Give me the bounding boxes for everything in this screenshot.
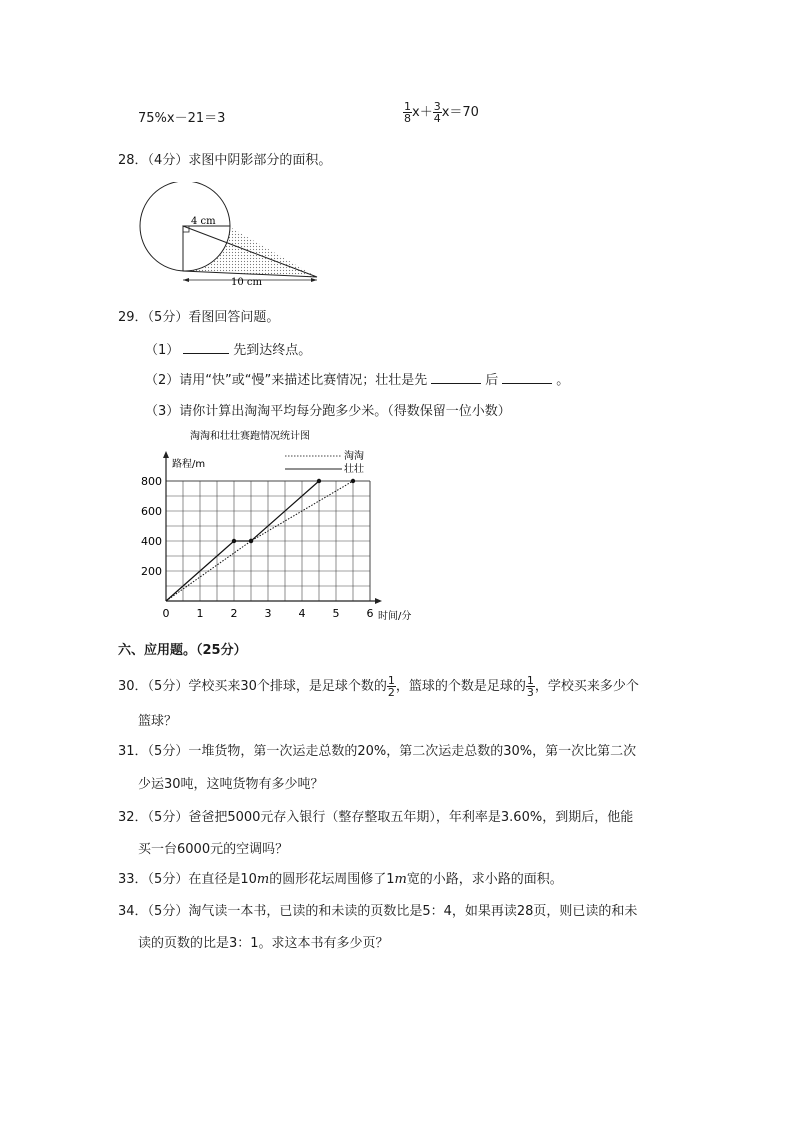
answer-blank[interactable] [431,371,481,384]
fraction-one-third: $\frac{1}{3}$ [526,674,534,699]
y-tick-label: 600 [141,505,162,518]
question-30-line-2: 篮球？ [138,714,178,729]
x-tick-label: 4 [298,607,306,620]
x-tick-label: 2 [230,607,238,620]
section-6-title: 六、应用题。（25分） [118,643,247,658]
fraction-one-eighth: $\frac{1}{8}$ [404,100,411,125]
x-tick-label: 3 [264,607,272,620]
x-tick-label: 5 [332,607,340,620]
fraction-one-half: $\frac{1}{2}$ [387,674,395,699]
data-point [249,539,253,543]
x-tick-label: 0 [162,607,170,620]
data-point [317,479,321,483]
x-axis-arrow [375,598,382,604]
equation-2: $\frac{1}{8}$ x＋ $\frac{3}{4}$ x＝70 [404,100,479,125]
question-32-line-2: 买一台6000元的空调吗？ [138,842,289,857]
base-label: 10 cm [231,277,262,288]
answer-blank[interactable] [183,341,229,354]
x-tick-label: 1 [196,607,204,620]
question-31-line-2: 少运30吨，这吨货物有多少吨？ [138,777,324,792]
question-29-part-2: （2）请用“快”或“慢”来描述比赛情况；壮壮是先 后 。 [145,373,570,388]
question-31-line-1: 31．（5分）一堆货物，第一次运走总数的20%，第二次运走总数的30%，第一次比第二次 [118,744,637,759]
x-axis-label: 时间/分 [378,611,412,622]
data-point [351,479,355,483]
question-29-part-1: （1） 先到达终点。 [145,343,312,358]
legend-label-zhuangzhuang: 壮壮 [344,464,364,475]
y-tick-label: 400 [141,535,162,548]
question-30-line-1: 30．（5分）学校买来30个排球，是足球个数的 $\frac{1}{2}$ ，篮球的个数是足球的 $\frac{1}{3}$ ，学校买来多少个 [118,674,639,699]
legend-label-taotao: 淘淘 [344,451,364,462]
question-32-line-1: 32．（5分）爸爸把5000元存入银行（整存整取五年期），年利率是3.60%，到期后，他能 [118,810,634,825]
question-29: 29．（5分）看图回答问题。 [118,310,280,325]
equation-1: 75%x－21＝3 [138,111,226,126]
race-line-chart [130,425,430,625]
question-28: 28．（4分）求图中阴影部分的面积。 [118,153,332,168]
data-point [232,539,236,543]
y-tick-label: 200 [141,565,162,578]
answer-blank[interactable] [502,371,552,384]
y-axis-label: 路程/m [172,459,206,470]
x-tick-label: 6 [366,607,374,620]
y-axis-arrow [163,451,169,458]
radius-label: 4 cm [191,216,216,227]
question-33: 33．（5分）在直径是10m的圆形花坛周围修了1m宽的小路，求小路的面积。 [118,872,563,887]
chart-title: 淘淘和壮壮赛跑情况统计图 [190,431,310,442]
y-tick-label: 800 [141,475,162,488]
question-34-line-2: 读的页数的比是3：1。求这本书有多少页？ [138,936,389,951]
question-34-line-1: 34．（5分）淘气读一本书，已读的和未读的页数比是5：4，如果再读28页，则已读的和未 [118,904,638,919]
fraction-three-fourths: $\frac{3}{4}$ [433,100,441,125]
circle-triangle-figure [135,182,335,292]
question-29-part-3: （3）请你计算出淘淘平均每分跑多少米。（得数保留一位小数） [145,404,511,419]
